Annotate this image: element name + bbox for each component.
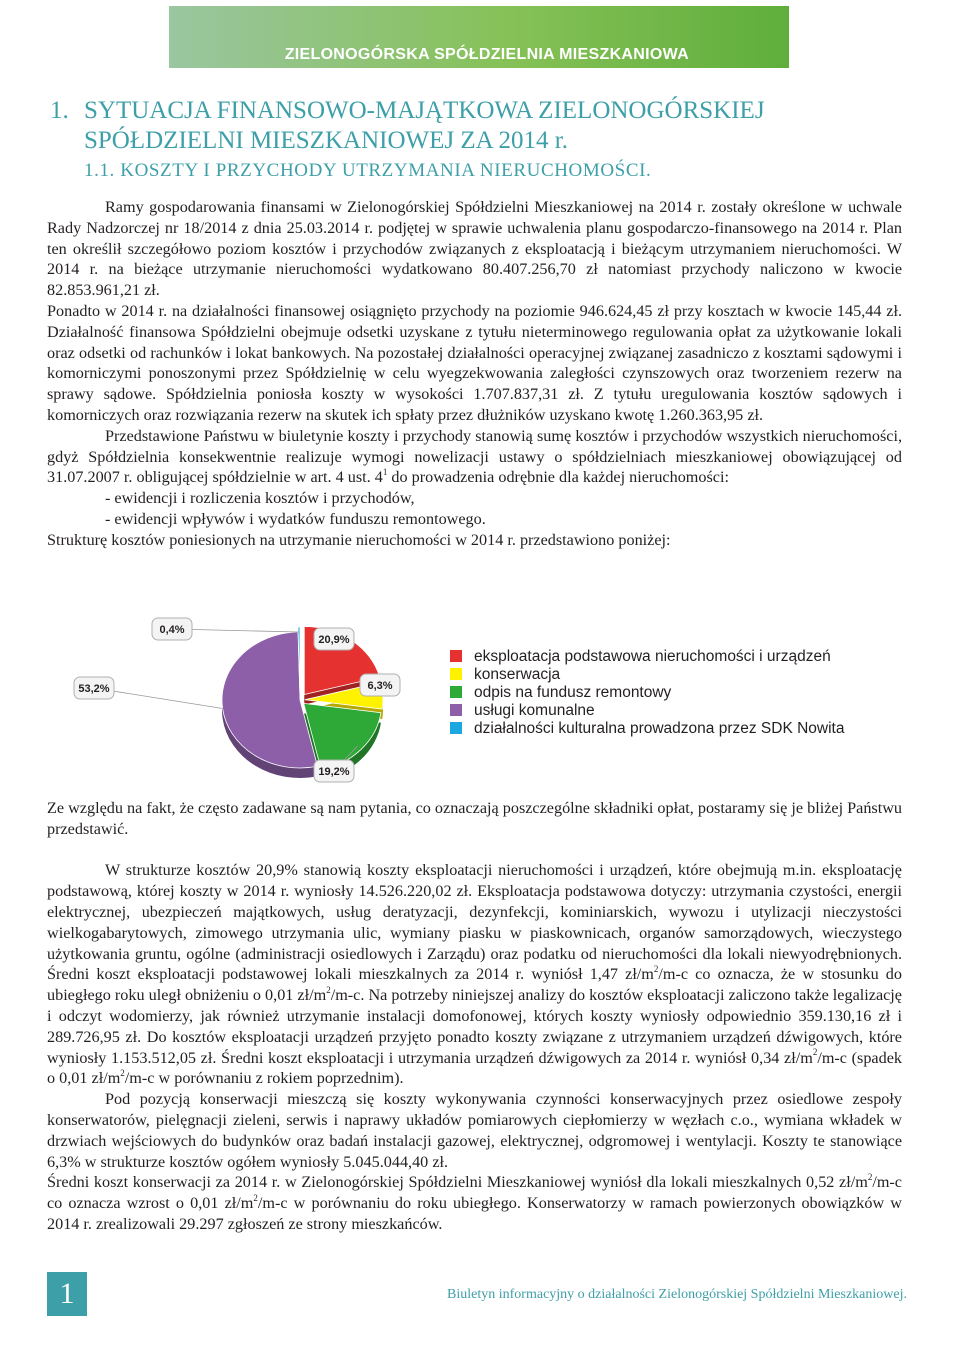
superscript: 1: [382, 466, 388, 477]
page-number: 1: [47, 1272, 87, 1316]
paragraph-3-text-end: do prowadzenia odrębnie dla każdej nieruchomości:: [387, 468, 729, 487]
paragraph-3: [47, 426, 902, 488]
paragraph-5: Ze względu na fakt, że często zadawane są nam pytania, co oznaczają poszczególne składniki opłat, postaramy się je bliżej Państwu przedstawić.: [47, 799, 902, 838]
section-number: 1.: [50, 97, 69, 124]
chart-legend: [450, 648, 845, 737]
body-top: [47, 197, 902, 551]
legend-swatch: [450, 704, 462, 716]
paragraph-1: Ramy gospodarowania finansami w Zielonogórskiej Spółdzielni Mieszkaniowej na 2014 r. zostały określone w uchwale Rady Nadzorczej nr 18/2014 z dnia 25.03.2014 r. podjętej w sprawie uchwalenia planu gospodarczo-finansowego na 2014 r. Plan ten określił szczegółowo poziom kosztów i przychodów związanych z eksploatacją i bieżącym utrzymaniem nieruchomości. W 2014 r. na bieżące utrzymanie nieruchomości wydatkowano 80.407.256,70 zł natomiast przychody naliczono w kwocie 82.853.961,21 zł.: [47, 198, 902, 300]
paragraph-8-text: /m-c w porównaniu do roku ubiegłego. Konserwatorzy w ramach powierzonych obowiązków w 2014 r. zrealizowali 29.297 zgłoszeń ze strony mieszkańców.: [47, 1194, 902, 1233]
legend-label: odpis na fundusz remontowy: [474, 684, 672, 701]
paragraph-6-text: /m-c co oznacza, że w stosunku do ubiegłego roku uległ obniżeniu o 0,01 zł/m: [47, 965, 902, 1005]
data-label: 19,2%: [318, 766, 350, 778]
superscript: 2: [867, 1171, 873, 1182]
legend-swatch: [450, 650, 462, 662]
legend-label: eksploatacja podstawowa nieruchomości i urządzeń: [474, 648, 831, 665]
section-title-line1: SYTUACJA FINANSOWO-MAJĄTKOWA ZIELONOGÓRSKIEJ: [84, 97, 765, 124]
legend-label: konserwacja: [474, 666, 561, 683]
paragraph-4: Strukturę kosztów poniesionych na utrzymanie nieruchomości w 2014 r. przedstawiono poniżej:: [47, 530, 671, 549]
legend-label: usługi komunalne: [474, 702, 595, 719]
blank-line: [47, 840, 902, 861]
section-title-line2: SPÓŁDZIELNI MIESZKANIOWEJ ZA 2014 r.: [84, 127, 568, 154]
paragraph-7: Pod pozycją konserwacji mieszczą się koszty wykonywania czynności konserwacyjnych przez osiedlowe zespoły konserwatorów, pielęgnacji zieleni, serwis i naprawy układów pomiarowych ciepłomierzy w węzłach c.o., wymiana wkładek w drzwiach wejściowych do budynków oraz badań instalacji gazowej, elektrycznej, odgromowej i wentylacji. Koszty te stanowiące 6,3% w strukturze kosztów ogółem wyniosły 5.045.044,40 zł.: [47, 1090, 902, 1171]
legend-swatch: [450, 722, 462, 734]
section-title: [50, 96, 910, 156]
paragraph-6-text: /m-c w porównaniu z rokiem poprzednim).: [124, 1069, 404, 1088]
data-label: 6,3%: [367, 680, 393, 692]
paragraph-8: [47, 1172, 902, 1234]
paragraph-6: [47, 860, 902, 1089]
data-label: 20,9%: [318, 634, 350, 646]
list-item: - ewidencji wpływów i wydatków funduszu remontowego.: [105, 509, 486, 528]
paragraph-8-text: Średni koszt konserwacji za 2014 r. w Zielonogórskiej Spółdzielni Mieszkaniowej wyniósł dla lokali mieszkalnych 0,52 zł/m: [47, 1173, 868, 1192]
banner-title: ZIELONOGÓRSKA SPÓŁDZIELNIA MIESZKANIOWA: [284, 46, 689, 63]
legend-swatch: [450, 686, 462, 698]
paragraph-6-text: W strukturze kosztów 20,9% stanowią koszty eksploatacji nieruchomości i urządzeń, które obejmują m.in. eksploatację podstawową, której koszty w 2014 r. wyniosły 14.526.220,02 zł. Eksploatacja podstawowa dotyczy: utrzymania czystości, energii elektrycznej, ubezpieczeń majątkowych, usług deratyzacji, dezynfekcji, kominiarskich, wywozu i utylizacji nieczystości wielkogabarytowych, zimowego utrzymania ulic, wymiany piasku w piaskownicach, organów samorządowych, wieczystego użytkowania gruntu, ogólne (administracji osiedlowych i Zarządu) oraz podatku od nieruchomości dla lokali niewyodrębnionych. Średni koszt eksploatacji podstawowej lokali mieszkalnych za 2014 r. wyniósł 1,47 zł/m: [47, 861, 902, 984]
paragraph-6-text: /m-c (spadek o 0,01 zł/m: [47, 1048, 902, 1088]
data-label: 53,2%: [78, 683, 110, 695]
paragraph-8-text: /m-c co oznacza wzrost o 0,01 zł/m: [47, 1173, 902, 1213]
superscript: 2: [253, 1192, 258, 1203]
cost-structure-pie-chart: [68, 606, 888, 796]
legend-label: działalności kulturalna prowadzona przez SDK Nowita: [474, 720, 845, 737]
superscript: 2: [812, 1047, 818, 1058]
pie: [222, 626, 383, 779]
paragraph-3-text: Przedstawione Państwu w biuletynie koszty i przychody stanowią sumę kosztów i przychodów wszystkich nieruchomości, gdyż Spółdzielnia konsekwentnie realizuje wymogi nowelizacji ustawy o spółdzielniach mieszkaniowej obowiązującej od 31.07.2007 r. obligującej spółdzielnie w art. 4 ust. 4: [47, 426, 902, 487]
list-item: - ewidencji i rozliczenia kosztów i przychodów,: [105, 489, 415, 508]
legend-swatch: [450, 668, 462, 680]
paragraph-6-text: /m-c. Na potrzeby niniejszej analizy do kosztów eksploatacji zaliczono także legalizację i odczyt wodomierzy, jak również utrzymanie instalacji domofonowej, których koszty wyniosły odpowiednio 359.130,16 zł i 289.726,95 zł. Do kosztów eksploatacji urządzeń przyjęto ponadto koszty związane z utrzymaniem urządzeń dźwigowych, które wyniosły 1.153.512,05 zł. Średni koszt eksploatacji i utrzymania urządzeń dźwigowych za 2014 r. wyniósł 0,34 zł/m: [47, 986, 902, 1067]
subsection-title: 1.1. KOSZTY I PRZYCHODY UTRZYMANIA NIERUCHOMOŚCI.: [84, 160, 652, 181]
data-label: 0,4%: [159, 624, 185, 636]
footer-text: Biuletyn informacyjny o działalności Zielonogórskiej Spółdzielni Mieszkaniowej.: [447, 1287, 907, 1302]
superscript: 2: [653, 963, 659, 974]
paragraph-2: Ponadto w 2014 r. na działalności finansowej osiągnięto przychody na poziomie 946.624,45 zł przy kosztach w kwocie 145,44 zł. Działalność finansowa Spółdzielni obejmuje odsetki uzyskane z tytułu nieterminowego regulowania opłat za użytkowanie lokali oraz odsetki od rachunków i lokat bankowych. Na pozostałej działalności operacyjnej związanej zasadniczo z kosztami sądowymi i komorniczymi ponoszonymi przez Spółdzielnię w celu wyegzekwowania zaległości czynszowych oraz tworzeniem rezerw na sprawy sądowe. Spółdzielnia poniosła koszty w wysokości 1.707.837,31 zł. Z tytułu uregulowania kosztów sądowych i komorniczych oraz rozwiązania rezerw na skutek ich spłaty przez dłużników uzyskano kwotę 1.260.363,95 zł.: [47, 301, 902, 424]
superscript: 2: [120, 1067, 125, 1078]
header-banner: [169, 6, 789, 68]
superscript: 2: [326, 984, 331, 995]
body-bottom: [47, 798, 902, 1235]
